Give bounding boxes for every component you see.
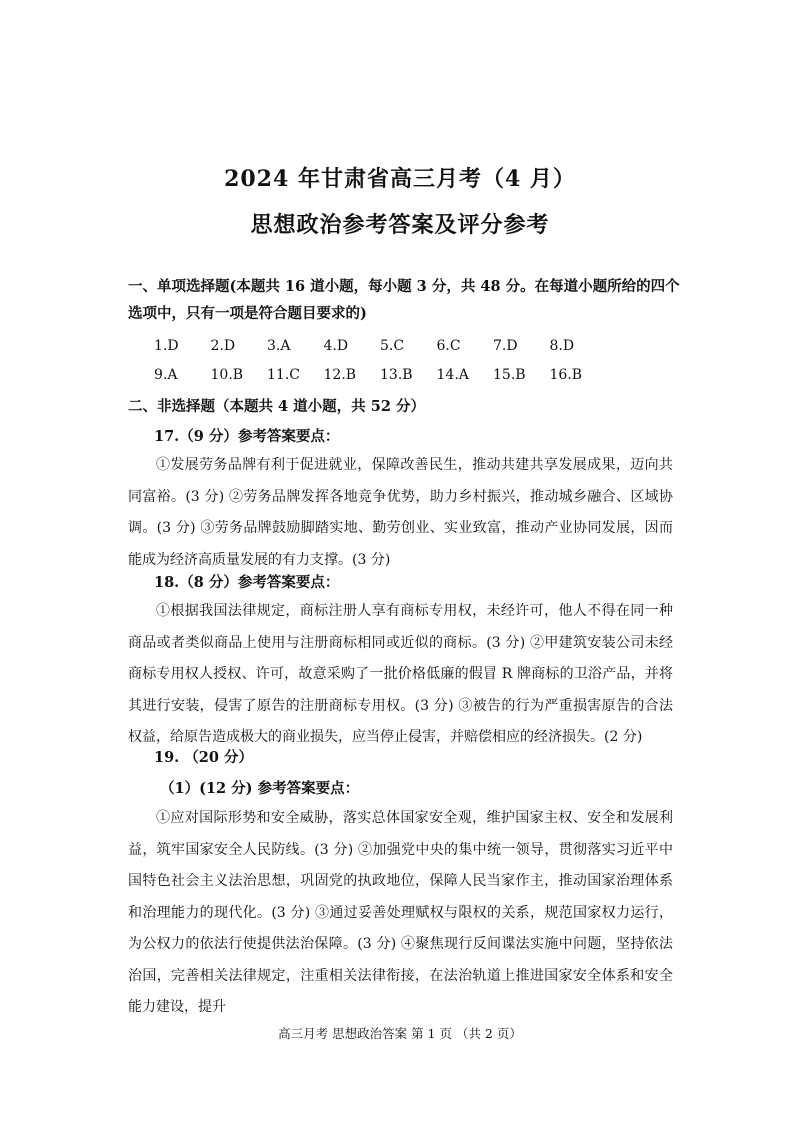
answer-item: 6.C xyxy=(436,338,461,354)
answer-item: 3.A xyxy=(267,338,291,354)
answer-item: 16.B xyxy=(549,367,583,383)
question-19-heading: 19. （20 分） xyxy=(154,749,254,766)
answer-grid xyxy=(154,332,674,390)
answer-item: 11.C xyxy=(267,367,300,383)
answer-item: 5.C xyxy=(380,338,405,354)
answer-item: 4.D xyxy=(323,338,349,354)
question-17-answer: ①发展劳务品牌有利于促进就业，保障改善民生，推动共建共享发展成果，迈向共同富裕。(3 分) ②劳务品牌发挥各地竞争优势，助力乡村振兴，推动城乡融合、区域协调。(3 分) ③劳务品牌鼓励脚踏实地、勤劳创业、实业致富，推动产业协同发展，因而能成为经济高质量发展的有力支撑。(3 分) xyxy=(128,457,673,568)
answer-item: 15.B xyxy=(493,367,526,383)
page-subtitle: 思想政治参考答案及评分参考 xyxy=(250,212,550,238)
question-18-answer: ①根据我国法律规定，商标注册人享有商标专用权，未经许可，他人不得在同一种商品或者类似商品上使用与注册商标相同或近似的商标。(3 分) ②甲建筑安装公司未经商标专用权人授权、许可，故意采购了一批价格低廉的假冒 R 牌商标的卫浴产品，并将其进行安装，侵害了原告的注册商标专用权。(3 分) ③被告的行为严重损害原告的合法权益，给原告造成极大的商业损失，应当停止侵害，并赔偿相应的经济损失。(2 分) xyxy=(128,603,673,745)
page-title: 2024 年甘肃省高三月考（4 月） xyxy=(224,166,576,192)
answer-item: 1.D xyxy=(154,338,179,354)
answer-item: 14.A xyxy=(436,367,469,383)
answer-item: 12.B xyxy=(323,367,357,383)
answer-row-1 xyxy=(154,332,674,361)
question-17-heading: 17.（9 分）参考答案要点： xyxy=(154,428,340,445)
question-19-part1-answer: ①应对国际形势和安全威胁，落实总体国家安全观，维护国家主权、安全和发展利益，筑牢国家安全人民防线。(3 分) ②加强党中央的集中统一领导，贯彻落实习近平中国特色社会主义法治思想，巩固党的执政地位，保障人民当家作主，推动国家治理体系和治理能力的现代化。(3 分) ③通过妥善处理赋权与限权的关系，规范国家权力运行，为公权力的依法行使提供法治保障。(3 分) ④聚焦现行反间谍法实施中问题，坚持依法治国，完善相关法律规定，注重相关法律衔接，在法治轨道上推进国家安全体系和安全能力建设，提升 xyxy=(128,810,673,1015)
section2-heading: 二、非选择题（本题共 4 道小题，共 52 分） xyxy=(128,398,425,415)
answer-item: 9.A xyxy=(154,367,178,383)
question-19-part1-heading: （1）(12 分) 参考答案要点： xyxy=(160,780,360,797)
answer-item: 2.D xyxy=(210,338,236,354)
answer-row-2 xyxy=(154,361,674,390)
section1-heading: 一、单项选择题(本题共 16 道小题，每小题 3 分，共 48 分。在每道小题所给的四个选项中，只有一项是符合题目要求的) xyxy=(128,278,680,322)
answer-item: 13.B xyxy=(380,367,413,383)
page-footer: 高三月考 思想政治答案 第 1 页 （共 2 页） xyxy=(278,1026,522,1041)
answer-item: 10.B xyxy=(210,367,244,383)
question-18-heading: 18.（8 分）参考答案要点： xyxy=(154,574,340,591)
answer-item: 8.D xyxy=(549,338,575,354)
answer-item: 7.D xyxy=(493,338,518,354)
